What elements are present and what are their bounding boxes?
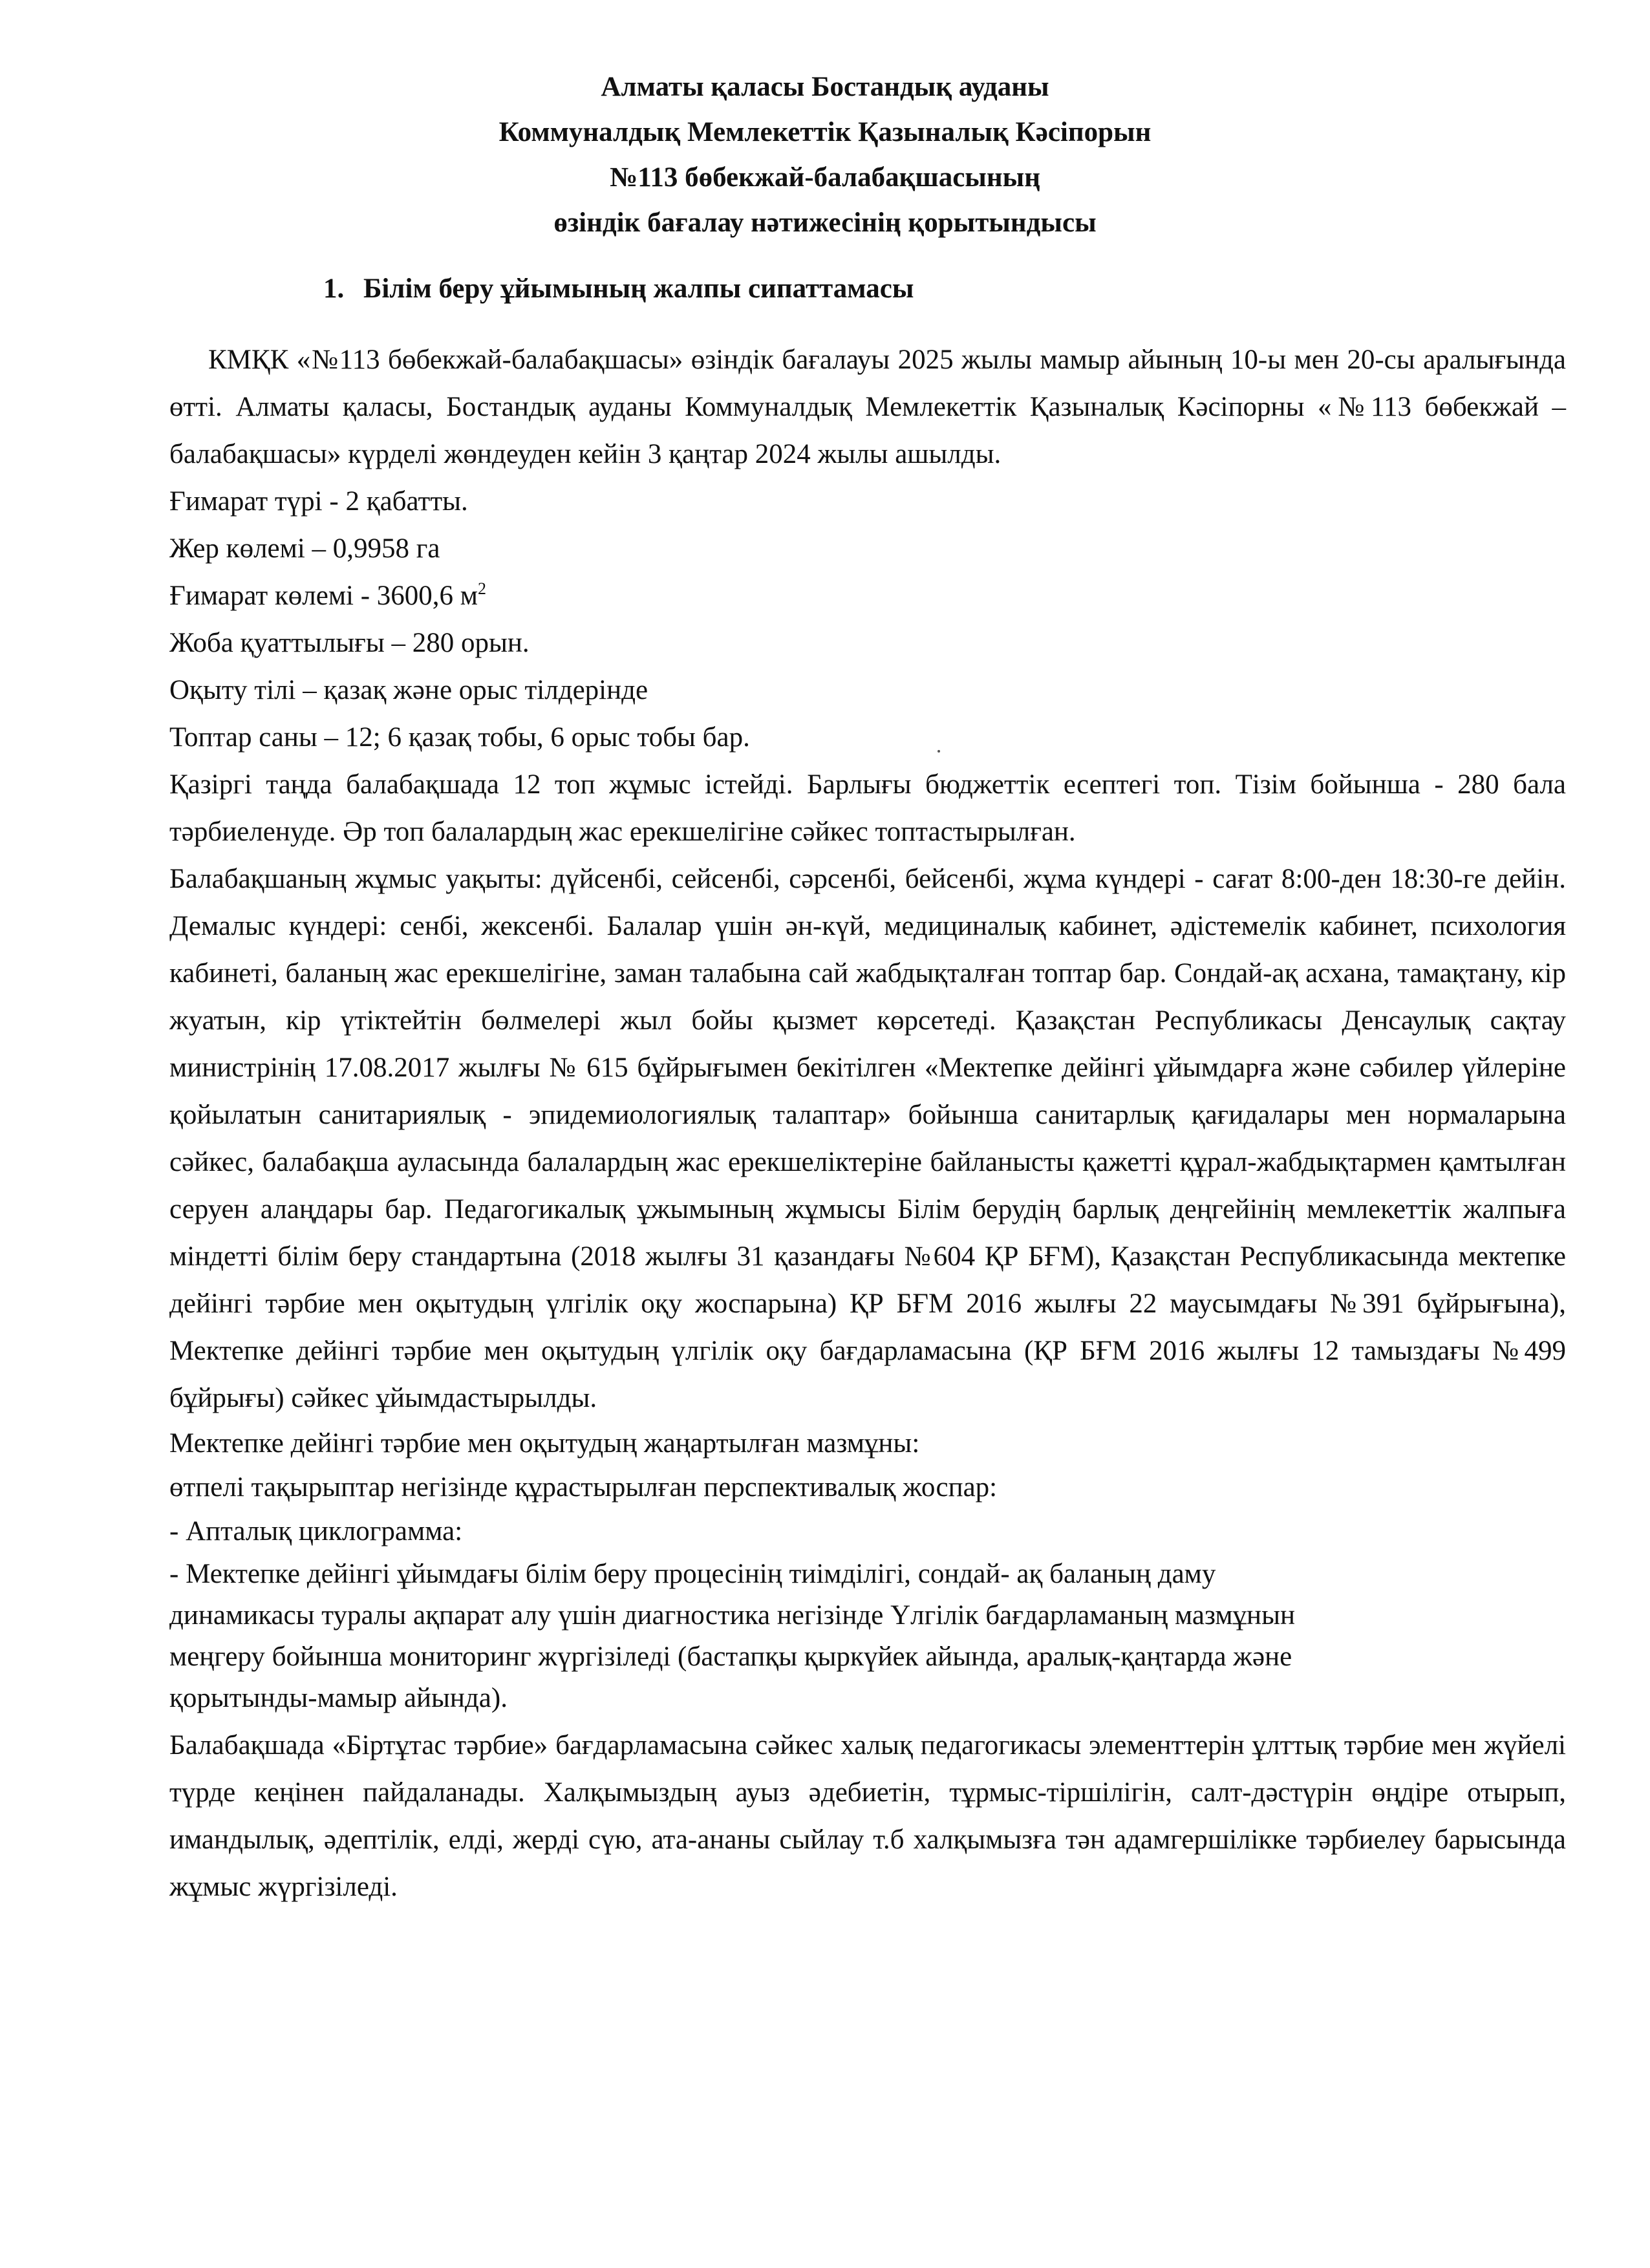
- section-number: 1.: [323, 273, 345, 304]
- paragraph-unified-upbringing: Балабақшада «Біртұтас тәрбие» бағдарламасына сәйкес халық педагогикасы элементтерін ұлттық тәрбие мен жүйелі түрде кеңінен пайдаланады. Халқымыздың ауыз әдебиетін, тұрмыс-тіршілігін, салт-дәстүрін өңдіре отырып, имандылық, әдептілік, елді, жерді сүю, ата-ананы сыйлау т.б халқымызға тән адамгершілікке тәрбиелеу барысында жұмыс жүргізіледі.: [169, 1730, 1566, 1902]
- paragraph-content-heading: Мектепке дейінгі тәрбие мен оқытудың жаңартылған мазмұны:: [169, 1428, 920, 1459]
- scan-speck: [938, 750, 940, 753]
- fact-language: Оқыту тілі – қазақ және орыс тілдерінде: [169, 675, 648, 705]
- monitoring-line: динамикасы туралы ақпарат алу үшін диагностика негізінде Үлгілік бағдарламаның мазмұнын: [169, 1600, 1295, 1631]
- paragraph-schedule: Балабақшаның жұмыс уақыты: дүйсенбі, сейсенбі, сәрсенбі, бейсенбі, жұма күндері - сағат 8:00-ден 18:30-ге дейін. Демалыс күндері: сенбі, жексенбі. Балалар үшін ән-күй, медициналық кабинет, әдістемелік кабинет, психология кабинеті, баланың жас ерекшелігіне, заман талабына сай жабдықталған топтар бар. Сондай-ақ асхана, тамақтану, кір жуатын, кір үтіктейтін бөлмелері жыл бойы қызмет көрсетеді. Қазақстан Республикасы Денсаулық сақтау министрінің 17.08.2017 жылғы № 615 бұйрығымен бекітілген «Мектепке дейінгі ұйымдарға және сәбилер үйлеріне қойылатын санитариялық - эпидемиологиялық талаптар» бойынша санитарлық қағидалары мен нормаларына сәйкес, балабақша ауласында балалардың жас ерекшеліктеріне байланысты қажетті құрал-жабдықтармен қамтылған серуен алаңдары бар. Педагогикалық ұжымының жұмысы Білім берудің барлық деңгейінің мемлекеттік жалпыға міндетті білім беру стандартына (2018 жылғы 31 қазандағы №604 ҚР БҒМ), Қазақстан Республикасында мектепке дейінгі тәрбие мен оқытудың үлгілік оқу жоспарына) ҚР БҒМ 2016 жылғы 22 маусымдағы №391 бұйрығына), Мектепке дейінгі тәрбие мен оқытудың үлгілік оқу бағдарламасына (ҚР БҒМ 2016 жылғы 12 тамыздағы №499 бұйрығы) сәйкес ұйымдастырылды.: [169, 864, 1566, 1413]
- fact-land-area: Жер көлемі – 0,9958 га: [169, 533, 440, 564]
- header-line-report-title: өзіндік бағалау нәтижесінің қорытындысы: [553, 208, 1097, 238]
- square-superscript: 2: [478, 579, 487, 598]
- document-header: [0, 65, 1650, 246]
- paragraph-groups: Қазіргі таңда балабақшада 12 топ жұмыс істейді. Барлығы бюджеттік есептегі топ. Тізім бойынша - 280 бала тәрбиеленуде. Әр топ балалардың жас ерекшелігіне сәйкес топтастырылған.: [169, 769, 1566, 847]
- header-line-enterprise: Коммуналдық Мемлекеттік Қазыналық Кәсіпорын: [498, 117, 1152, 147]
- section-title: Білім беру ұйымының жалпы сипаттамасы: [363, 273, 914, 304]
- intro-paragraph: КМҚК «№113 бөбекжай-балабақшасы» өзіндік бағалауы 2025 жылы мамыр айының 10-ы мен 20-сы аралығында өтті. Алматы қаласы, Бостандық ауданы Коммуналдық Мемлекеттік Қазыналық Кәсіпорны «№113 бөбекжай – балабақшасы» күрделі жөндеуден кейін 3 қаңтар 2024 жылы ашылды.: [169, 345, 1566, 469]
- building-volume-text: Ғимарат көлемі - 3600,6 м: [169, 581, 478, 611]
- monitoring-line: - Мектепке дейінгі ұйымдағы білім беру процесінің тиімділігі, сондай- ақ баланың даму: [169, 1559, 1216, 1589]
- header-line-district: Алматы қаласы Бостандық ауданы: [601, 72, 1049, 102]
- monitoring-line: меңгеру бойынша мониторинг жүргізіледі (бастапқы қыркүйек айында, аралық-қаңтарда және: [169, 1642, 1292, 1672]
- monitoring-line: қорытынды-мамыр айында).: [169, 1683, 508, 1713]
- paragraph-weekly-cyclogram: - Апталық циклограмма:: [169, 1516, 463, 1546]
- fact-capacity: Жоба қуаттылығы – 280 орын.: [169, 628, 530, 658]
- section-heading: [323, 266, 1552, 312]
- document-body: [169, 336, 1566, 1910]
- paragraph-monitoring: [169, 1554, 1566, 1719]
- fact-building-type: Ғимарат түрі - 2 қабатты.: [169, 486, 468, 517]
- paragraph-perspective-plan: өтпелі тақырыптар негізінде құрастырылған перспективалық жоспар:: [169, 1472, 998, 1503]
- fact-groups: Топтар саны – 12; 6 қазақ тобы, 6 орыс тобы бар.: [169, 722, 750, 753]
- fact-building-volume: [169, 572, 1566, 619]
- header-line-kindergarten: №113 бөбекжай-балабақшасының: [609, 162, 1041, 193]
